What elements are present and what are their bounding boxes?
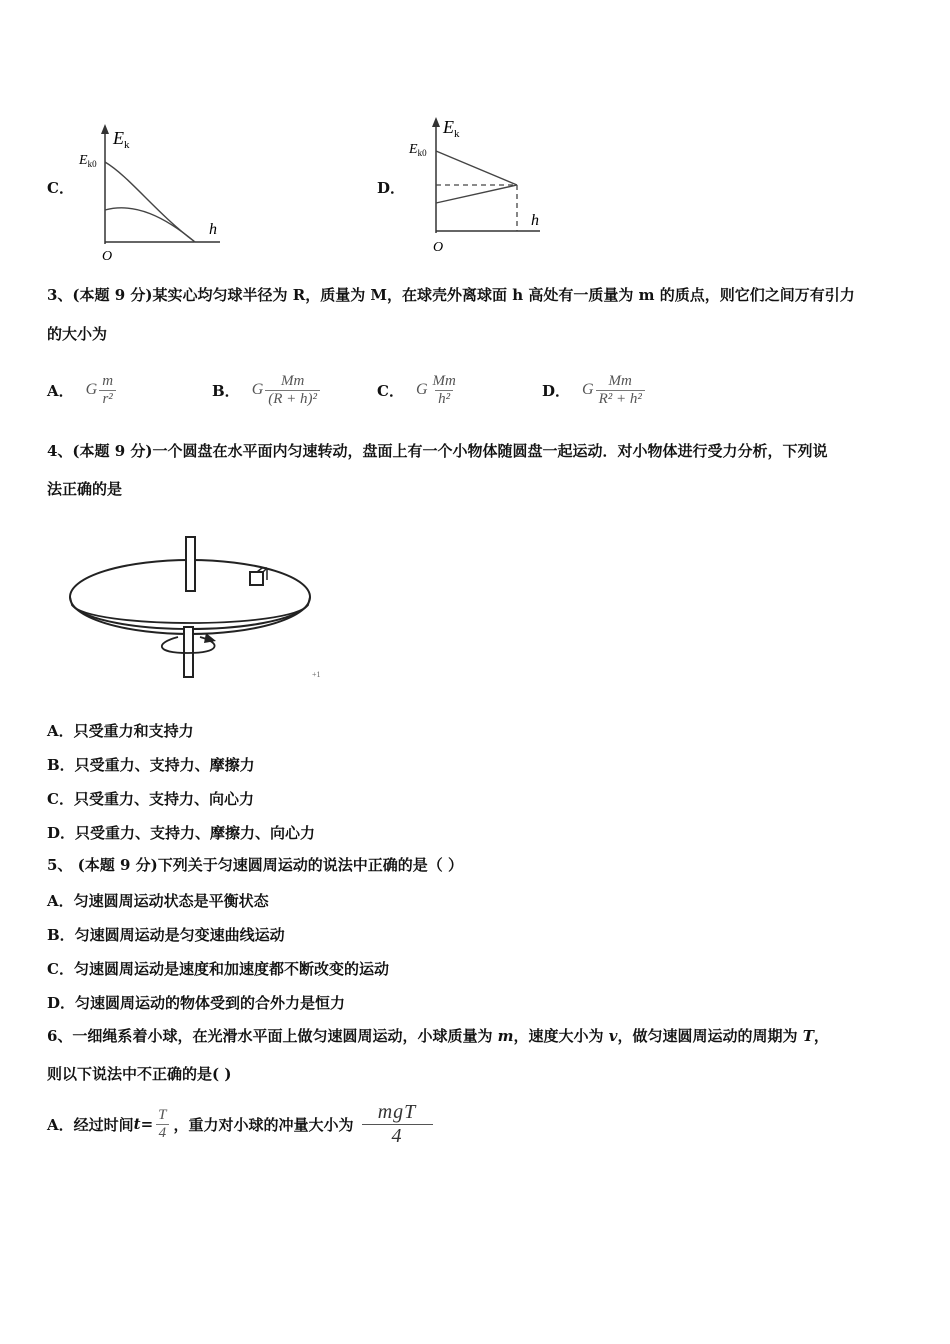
axle-bottom xyxy=(184,627,193,677)
line-lower xyxy=(436,185,517,203)
origin-label: O xyxy=(102,249,113,262)
q3-option-b: B． G $\frac{Mm}{\text{(R + h)²}}$ xyxy=(212,364,320,416)
line-upper xyxy=(436,151,517,185)
q4-line1: 4、(本题 9 分)一个圆盘在水平面内匀速转动，盘面上有一个小物体随圆盘一起运动．对小物体进行受力分析，下列说 xyxy=(47,442,828,460)
q6-option-a: A．经过时间 t= $\frac{T}{4}$ ，重力对小球的冲量大小为 $\frac{\text{mgT}}{4}$ xyxy=(47,1098,433,1150)
q5-option-d: D．匀速圆周运动的物体受到的合外力是恒力 xyxy=(47,994,346,1012)
q6-line2: 则以下说法中不正确的是( ) xyxy=(47,1065,232,1083)
q5-option-c: C．匀速圆周运动是速度和加速度都不断改变的运动 xyxy=(47,960,389,978)
origin-label: O xyxy=(433,240,444,255)
q4-option-c: C．只受重力、支持力、向心力 xyxy=(47,790,254,808)
small-block xyxy=(250,572,263,585)
graph-d xyxy=(405,115,550,255)
graph-c xyxy=(75,122,235,262)
q3-option-a: A． G $\frac{m}{\text{r²}}$ xyxy=(47,364,116,416)
q3-option-d: D． G $\frac{Mm}{\text{R² + h²}}$ xyxy=(542,364,645,416)
q5-option-b: B．匀速圆周运动是匀变速曲线运动 xyxy=(47,926,285,944)
q4-option-a: A．只受重力和支持力 xyxy=(47,722,194,740)
q3-line1: 3、(本题 9 分)某实心均匀球半径为 R，质量为 M，在球壳外离球面 h 高处有一质量为 m 的质点，则它们之间万有引力 xyxy=(47,286,855,304)
q4-option-b: B．只受重力、支持力、摩擦力 xyxy=(47,756,255,774)
y-axis-label: $E_k$ xyxy=(113,128,130,151)
y-axis-label: $E_k$ xyxy=(443,117,460,140)
q5-option-a: A．匀速圆周运动状态是平衡状态 xyxy=(47,892,269,910)
q4-option-d: D．只受重力、支持力、摩擦力、向心力 xyxy=(47,824,316,842)
x-axis-label: h xyxy=(531,212,539,229)
curve-upper xyxy=(105,162,195,242)
q3-line2: 的大小为 xyxy=(47,325,108,343)
rotating-disc-figure xyxy=(60,525,335,685)
ek0-label: $E_{k0}$ xyxy=(79,153,97,169)
q4-line2: 法正确的是 xyxy=(47,480,123,498)
graph-d-label: D． xyxy=(377,179,406,197)
q3-option-c: C． G $\frac{Mm}{\text{h²}}$ xyxy=(377,372,456,407)
q5-line1: 5、 (本题 9 分)下列关于匀速圆周运动的说法中正确的是（ ） xyxy=(47,856,463,874)
svg-text:+1: +1 xyxy=(312,670,321,679)
graph-c-label: C． xyxy=(47,179,74,197)
ek0-label: $E_{k0}$ xyxy=(409,142,427,158)
q6-line1: 6、一细绳系着小球，在光滑水平面上做匀速圆周运动，小球质量为 m，速度大小为 v，做匀速圆周运动的周期为 T， xyxy=(47,1027,829,1045)
x-axis-label: h xyxy=(209,221,217,238)
axle-top xyxy=(186,537,195,591)
y-axis-arrow xyxy=(432,117,440,127)
y-axis-arrow xyxy=(101,124,109,134)
curve-lower xyxy=(105,208,195,242)
